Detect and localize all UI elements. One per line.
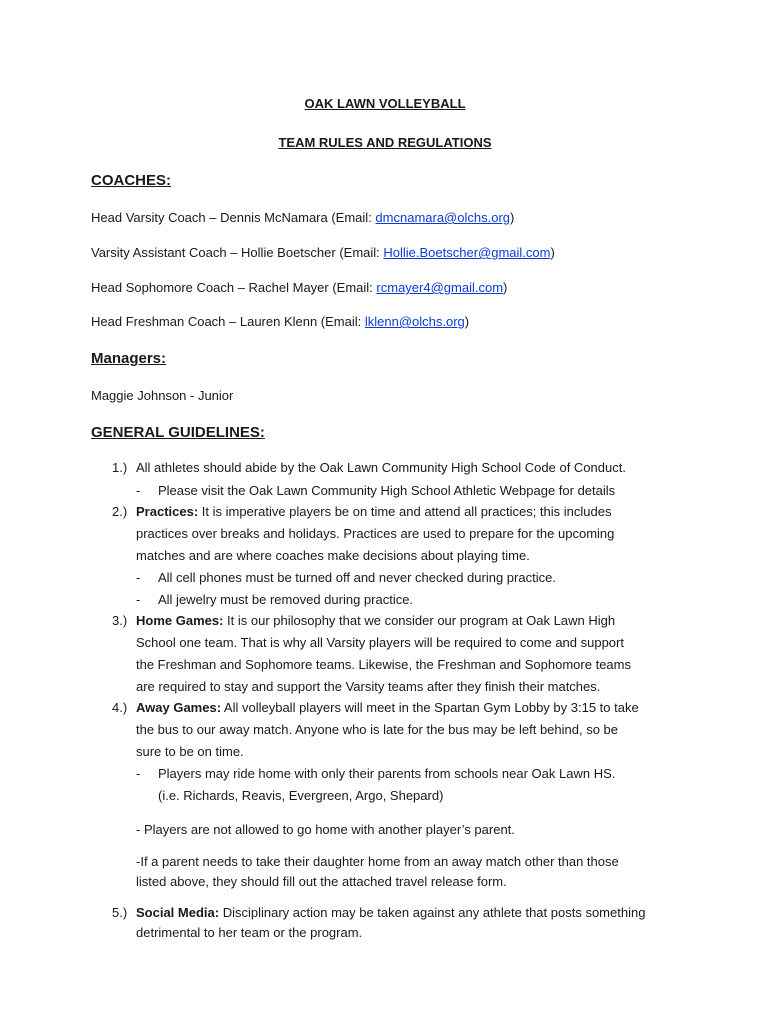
coach-line — [91, 210, 514, 225]
guideline-text: Disciplinary action may be taken against any athlete that posts something — [219, 905, 646, 920]
coaches-heading: COACHES: — [91, 172, 172, 189]
coach-suffix: ) — [503, 280, 508, 295]
list-number: 5.) — [112, 905, 128, 920]
email-link[interactable]: dmcnamara@olchs.org — [375, 210, 511, 225]
email-link[interactable]: rcmayer4@gmail.com — [376, 280, 504, 295]
coach-line — [91, 245, 555, 260]
document-subtitle: TEAM RULES AND REGULATIONS — [278, 135, 492, 150]
guideline-text: sure to be on time. — [136, 744, 244, 759]
guideline-text: School one team. That is why all Varsity players will be required to come and support — [136, 635, 624, 650]
coach-text: Head Freshman Coach – Lauren Klenn (Email: — [91, 314, 365, 329]
list-number: 1.) — [112, 460, 128, 475]
coach-text: Head Varsity Coach – Dennis McNamara (Email: — [91, 210, 376, 225]
guideline-note: listed above, they should fill out the attached travel release form. — [136, 874, 507, 889]
guideline-text: are required to stay and support the Varsity teams after they finish their matches. — [136, 679, 601, 694]
manager-item: Maggie Johnson - Junior — [91, 388, 234, 403]
managers-heading: Managers: — [91, 350, 167, 367]
coach-text: Head Sophomore Coach – Rachel Mayer (Email: — [91, 280, 377, 295]
coach-line — [91, 280, 507, 295]
guideline-text: practices over breaks and holidays. Practices are used to prepare for the upcoming — [136, 526, 615, 541]
guideline-line — [136, 613, 615, 628]
guideline-text: matches and are where coaches make decisions about playing time. — [136, 548, 530, 563]
dash-bullet: - — [136, 483, 141, 498]
guideline-subitem: (i.e. Richards, Reavis, Evergreen, Argo, Shepard) — [158, 788, 444, 803]
guideline-text: All athletes should abide by the Oak Lawn Community High School Code of Conduct. — [136, 460, 626, 475]
coach-suffix: ) — [510, 210, 515, 225]
guideline-label: Practices: — [136, 504, 199, 519]
list-number: 4.) — [112, 700, 128, 715]
guideline-line — [136, 504, 611, 519]
guideline-label: Home Games: — [136, 613, 224, 628]
dash-bullet: - — [136, 570, 141, 585]
list-number: 2.) — [112, 504, 128, 519]
email-link[interactable]: Hollie.Boetscher@gmail.com — [383, 245, 551, 260]
guideline-text: It is our philosophy that we consider our program at Oak Lawn High — [223, 613, 616, 628]
list-number: 3.) — [112, 613, 128, 628]
guidelines-heading: GENERAL GUIDELINES: — [91, 424, 265, 441]
document-title: OAK LAWN VOLLEYBALL — [304, 96, 466, 111]
coach-line — [91, 314, 469, 329]
guideline-text: All volleyball players will meet in the Spartan Gym Lobby by 3:15 to take — [221, 700, 639, 715]
dash-bullet: - — [136, 592, 141, 607]
guideline-note: - Players are not allowed to go home with another player’s parent. — [136, 822, 515, 837]
guideline-label: Away Games: — [136, 700, 222, 715]
guideline-note: -If a parent needs to take their daughter home from an away match other than those — [136, 854, 619, 869]
guideline-line — [136, 905, 645, 920]
guideline-subitem: All jewelry must be removed during practice. — [158, 592, 414, 607]
guideline-text: It is imperative players be on time and attend all practices; this includes — [198, 504, 612, 519]
guideline-subitem: All cell phones must be turned off and never checked during practice. — [158, 570, 556, 585]
guideline-text: the Freshman and Sophomore teams. Likewise, the Freshman and Sophomore teams — [136, 657, 631, 672]
coach-text: Varsity Assistant Coach – Hollie Boetscher (Email: — [91, 245, 384, 260]
guideline-label: Social Media: — [136, 905, 220, 920]
guideline-text: the bus to our away match. Anyone who is late for the bus may be left behind, so be — [136, 722, 619, 737]
coach-suffix: ) — [550, 245, 555, 260]
guideline-text: detrimental to her team or the program. — [136, 925, 363, 940]
guideline-subitem: Please visit the Oak Lawn Community High School Athletic Webpage for details — [158, 483, 616, 498]
email-link[interactable]: lklenn@olchs.org — [364, 314, 465, 329]
dash-bullet: - — [136, 766, 141, 781]
coach-suffix: ) — [464, 314, 470, 329]
guideline-subitem: Players may ride home with only their parents from schools near Oak Lawn HS. — [158, 766, 616, 781]
guideline-line — [136, 700, 639, 715]
